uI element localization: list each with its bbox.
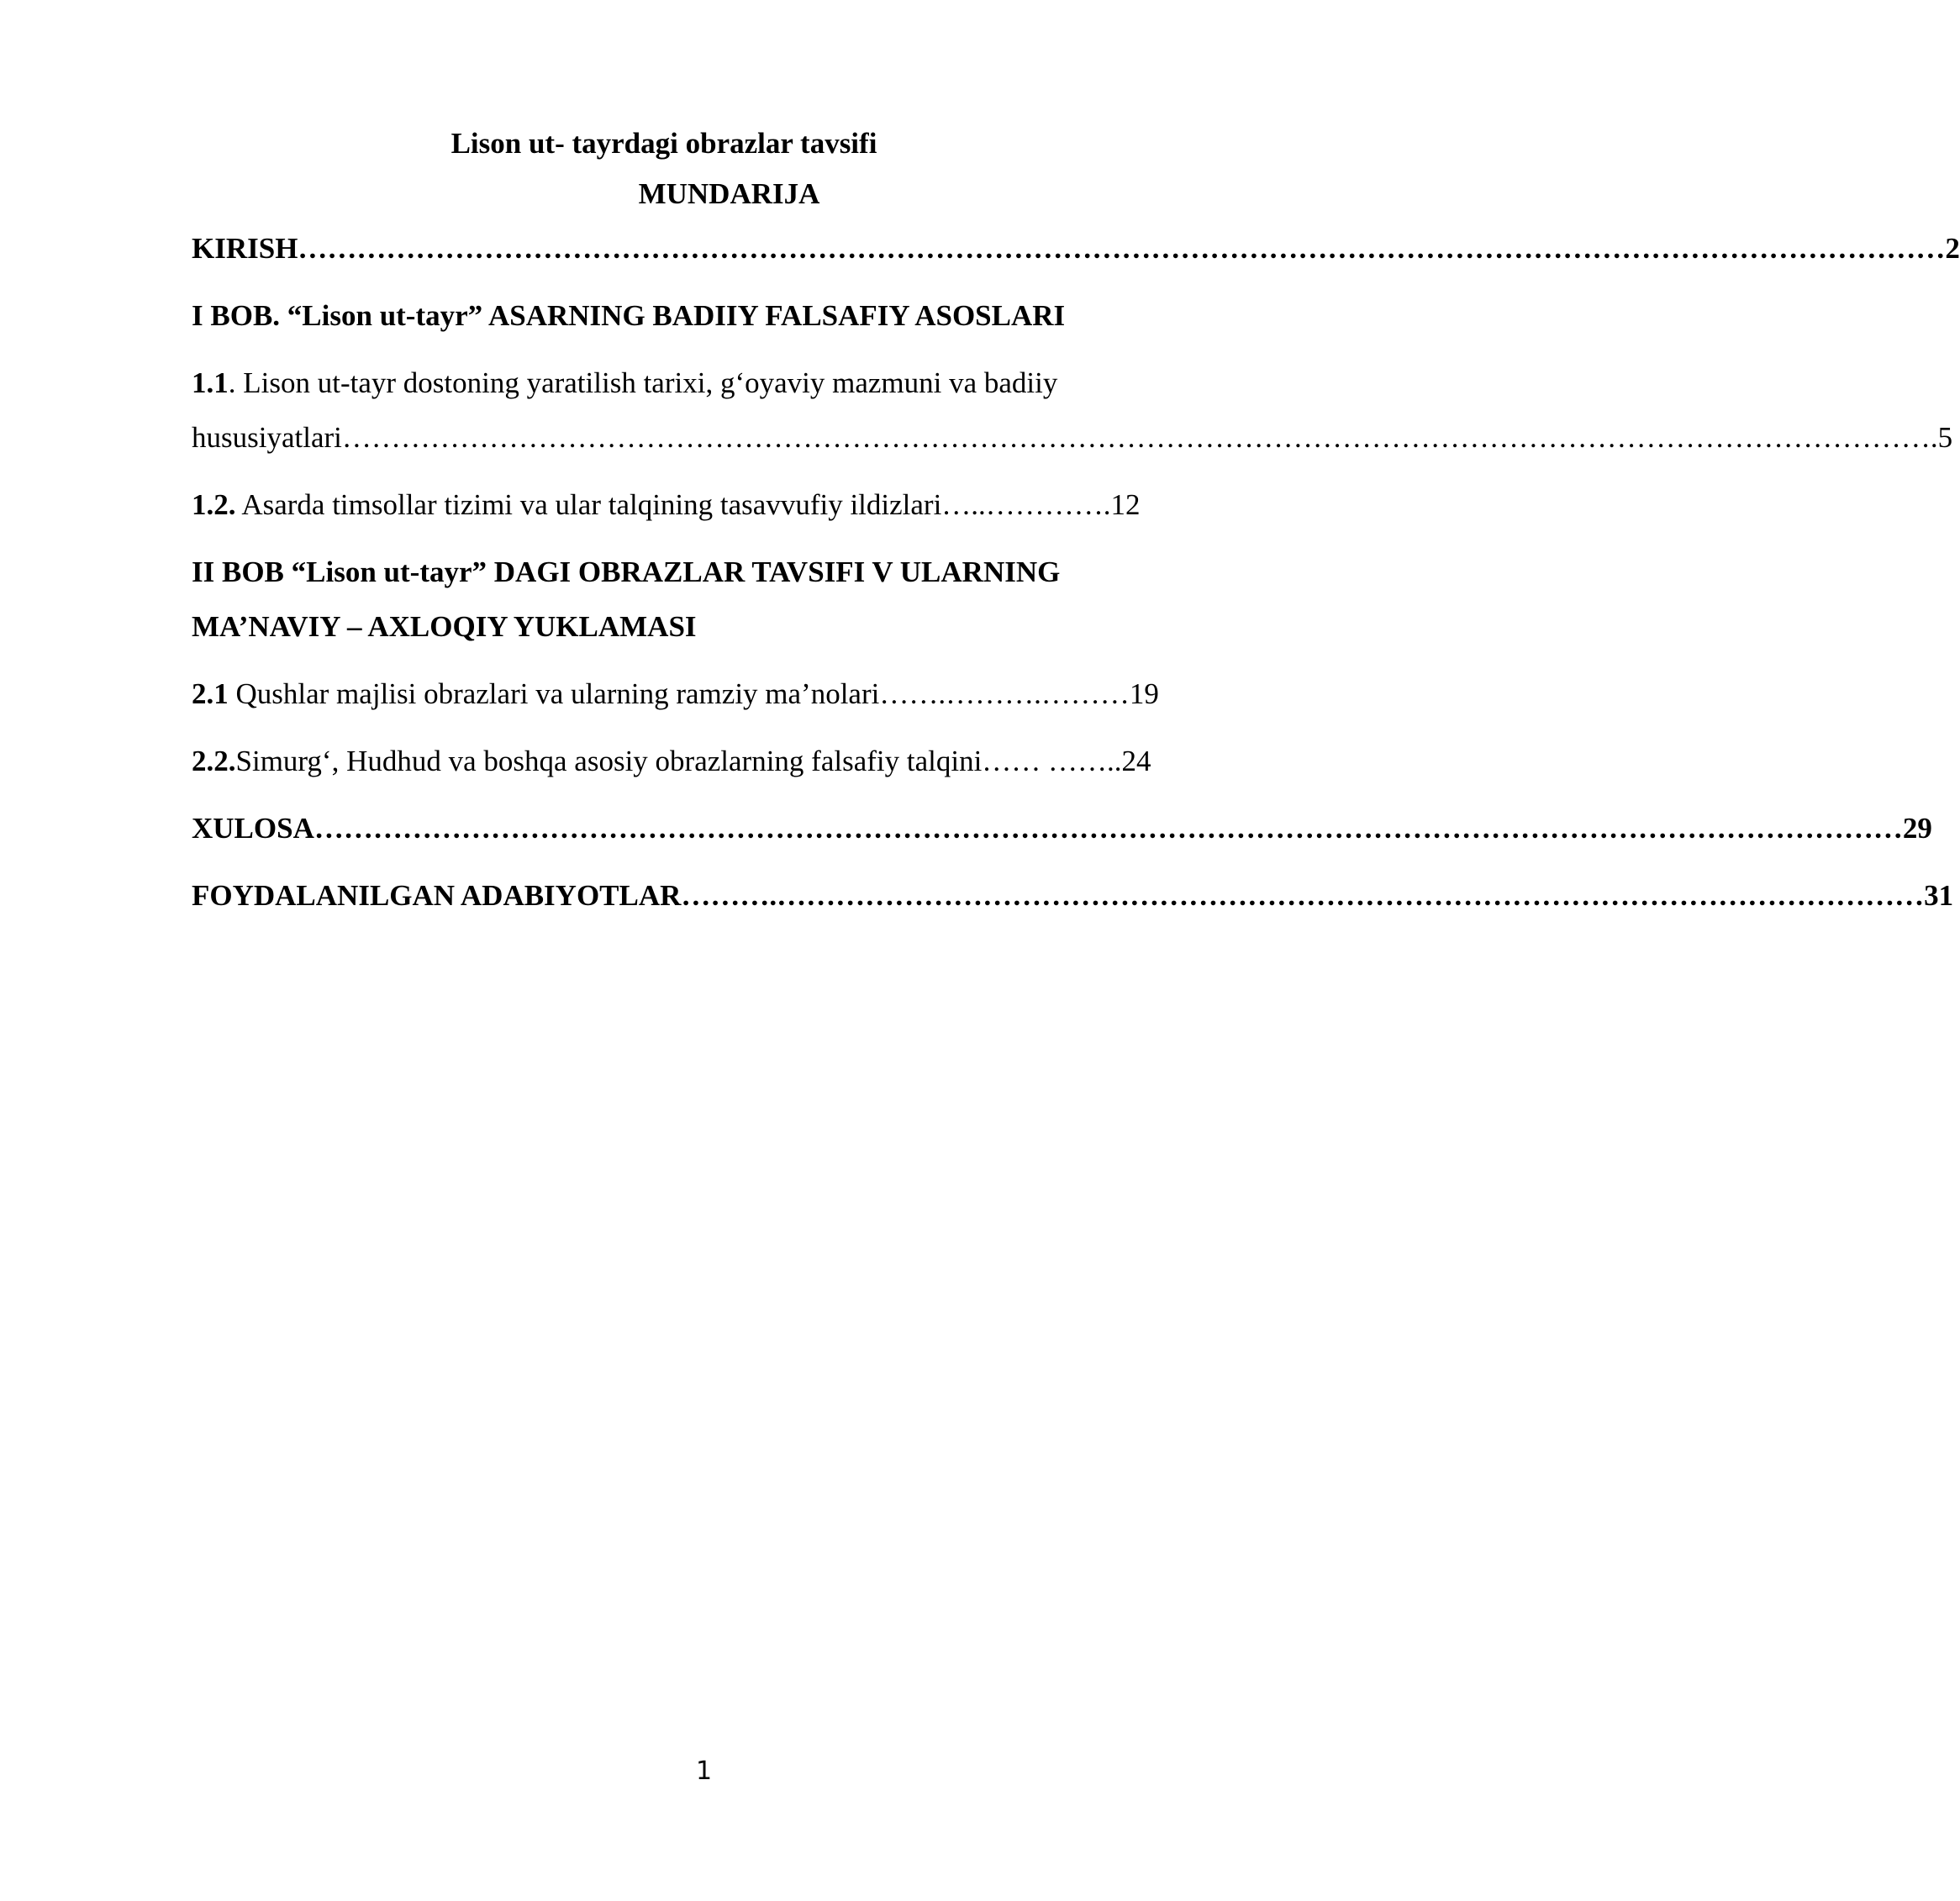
page-number: 1 [695, 1756, 713, 1786]
toc-entry-number: 2.2. [192, 745, 236, 777]
toc-entry-1-2[interactable] [192, 487, 1237, 523]
document-title: Lison ut- tayrdagi obrazlar tavsifi [450, 127, 877, 160]
toc-entry-bob2-continued[interactable]: MA’NAVIY – AXLOQIY YUKLAMASI [192, 610, 697, 643]
toc-entry-bob1[interactable]: I BOB. “Lison ut-tayr” ASARNING BADIIY FALSAFIY ASOSLARI [192, 299, 1066, 332]
toc-entry-1-1-continued[interactable]: hususiyatlari……………………………………………………………………………………………………………………………………………….5 [192, 421, 1953, 454]
toc-entry-text: Asarda timsollar tizimi va ular talqining tasavvufiy ildizlari…..………….12 [235, 488, 1141, 521]
toc-entry-number: 1.2. [192, 488, 236, 521]
toc-entry-text: Simurg‘, Hudhud va boshqa asosiy obrazlarning falsafiy talqini…… ……..24 [235, 745, 1151, 777]
toc-entry-1-1[interactable] [192, 366, 1237, 401]
toc-entry-text: Qushlar majlisi obrazlari va ularning ramziy ma’nolari…….……….………19 [228, 677, 1159, 710]
toc-entry-bob2[interactable]: II BOB “Lison ut-tayr” DAGI OBRAZLAR TAVSIFI V ULARNING [192, 556, 1061, 588]
toc-heading: MUNDARIJA [638, 177, 820, 210]
toc-entry-number: 1.1 [192, 366, 229, 399]
toc-entry-text: . Lison ut-tayr dostoning yaratilish tarixi, g‘oyaviy mazmuni va badiiy [228, 366, 1058, 399]
toc-entry-kirish[interactable]: KIRISH……………………………………………………………………………………………………………………………………………………2 [192, 232, 1960, 265]
toc-entry-number: 2.1 [192, 677, 229, 710]
toc-entry-2-2[interactable] [192, 744, 1237, 779]
toc-entry-adabiyotlar[interactable]: FOYDALANILGAN ADABIYOTLAR……….………………………………………………………………………………………………………31 [192, 879, 1954, 912]
toc-entry-xulosa[interactable]: XULOSA………………………………………………………………………………………………………………………………………………29 [192, 812, 1932, 845]
toc-entry-2-1[interactable] [192, 677, 1237, 712]
